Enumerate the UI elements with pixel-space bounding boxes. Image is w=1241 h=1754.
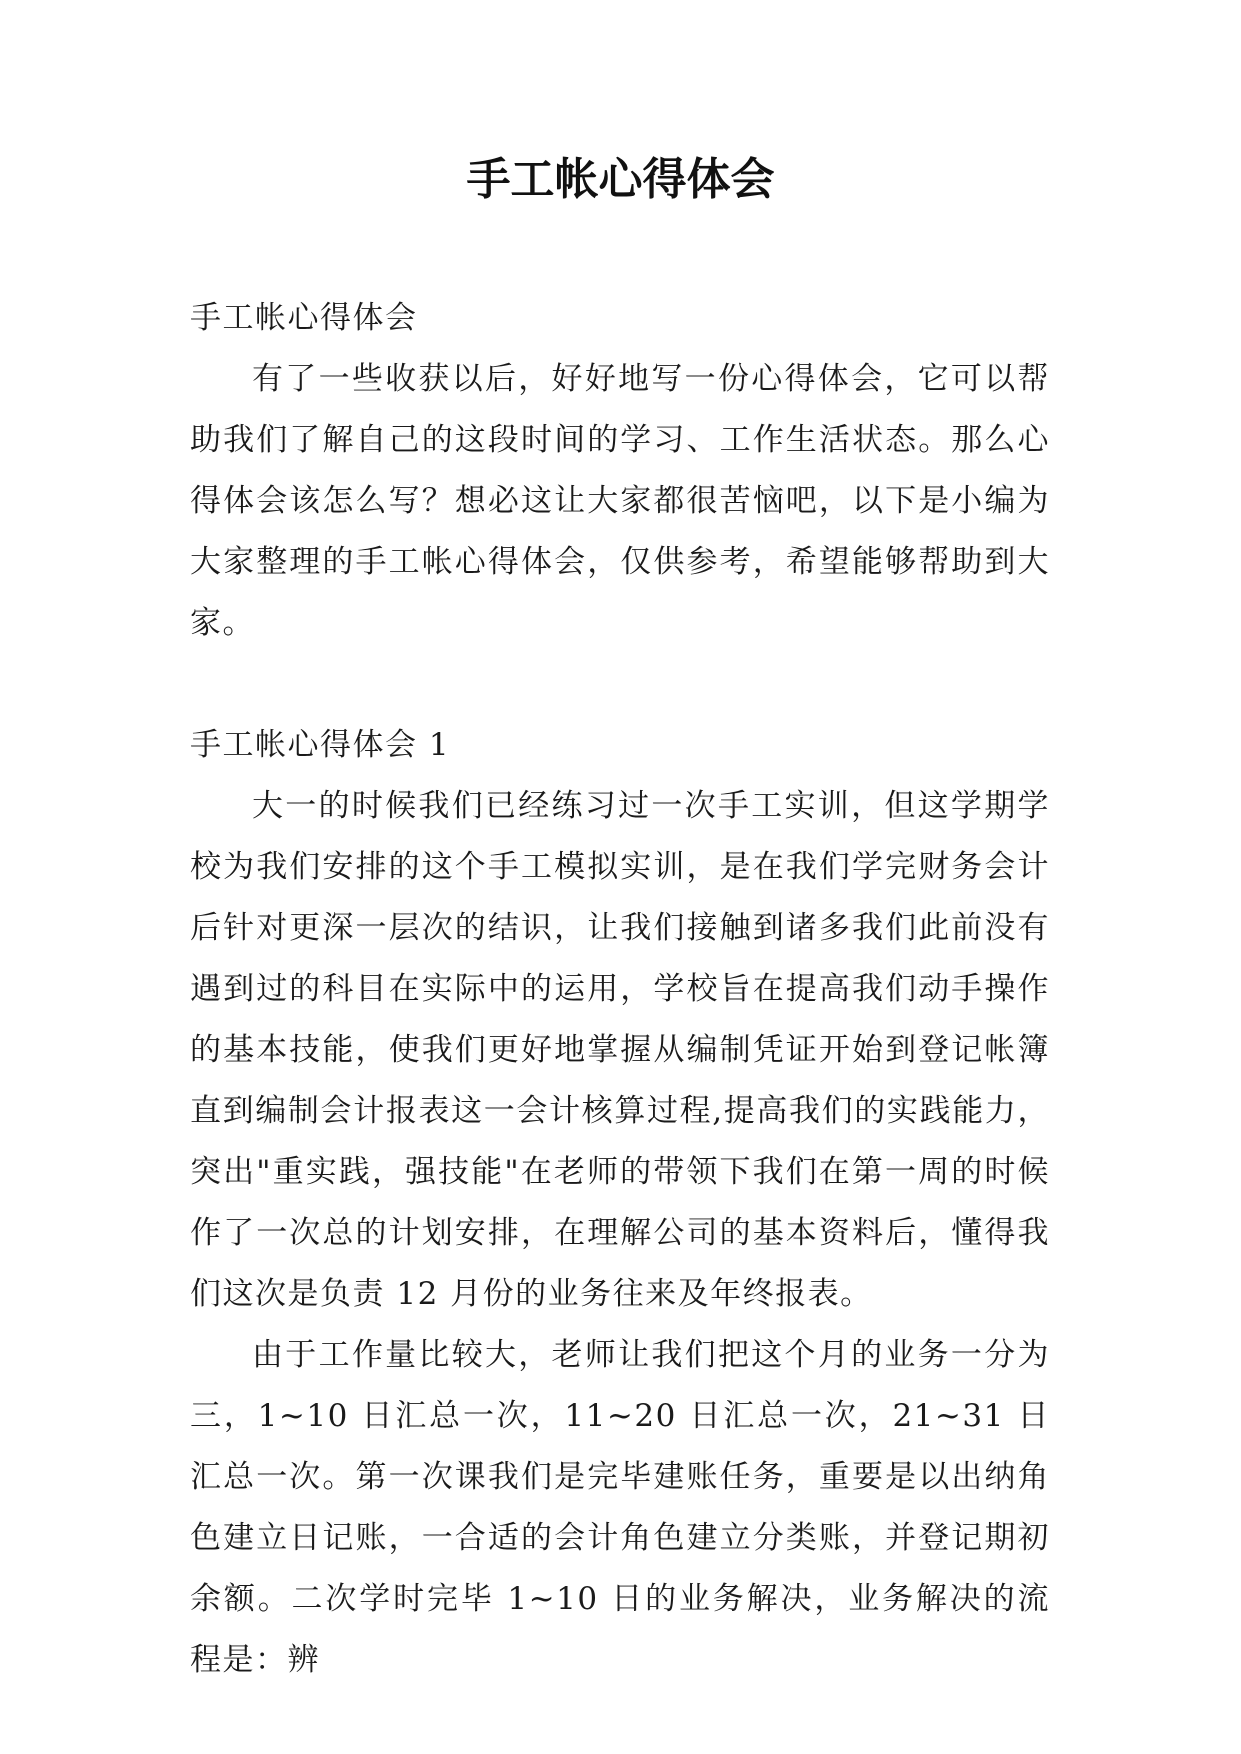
intro-paragraph: 有了一些收获以后，好好地写一份心得体会，它可以帮助我们了解自己的这段时间的学习、工作生活状态。那么心得体会该怎么写？想必这让大家都很苦恼吧，以下是小编为大家整理的手工帐心得体会，仅供参考，希望能够帮助到大家。 (190, 361, 1050, 641)
intro-heading: 手工帐心得体会 (190, 300, 418, 336)
document-body (190, 288, 1050, 1691)
section1-paragraph-2: 由于工作量比较大，老师让我们把这个月的业务一分为三，1~10 日汇总一次，11~20 日汇总一次，21~31 日汇总一次。第一次课我们是完毕建账任务，重要是以出纳角色建立日记账，一合适的会计角色建立分类账，并登记期初余额。二次学时完毕 1~10 日的业务解决，业务解决的流程是：辨 (190, 1337, 1050, 1678)
section1-paragraph-1: 大一的时候我们已经练习过一次手工实训，但这学期学校为我们安排的这个手工模拟实训，是在我们学完财务会计后针对更深一层次的结识，让我们接触到诸多我们此前没有遇到过的科目在实际中的运用，学校旨在提高我们动手操作的基本技能，使我们更好地掌握从编制凭证开始到登记帐簿直到编制会计报表这一会计核算过程,提高我们的实践能力，突出"重实践，强技能"在老师的带领下我们在第一周的时候作了一次总的计划安排，在理解公司的基本资料后，懂得我们这次是负责 12 月份的业务往来及年终报表。 (190, 788, 1050, 1312)
section1-heading: 手工帐心得体会 1 (190, 727, 451, 763)
document-title: 手工帐心得体会 (466, 154, 775, 205)
section-spacer (190, 654, 1050, 715)
